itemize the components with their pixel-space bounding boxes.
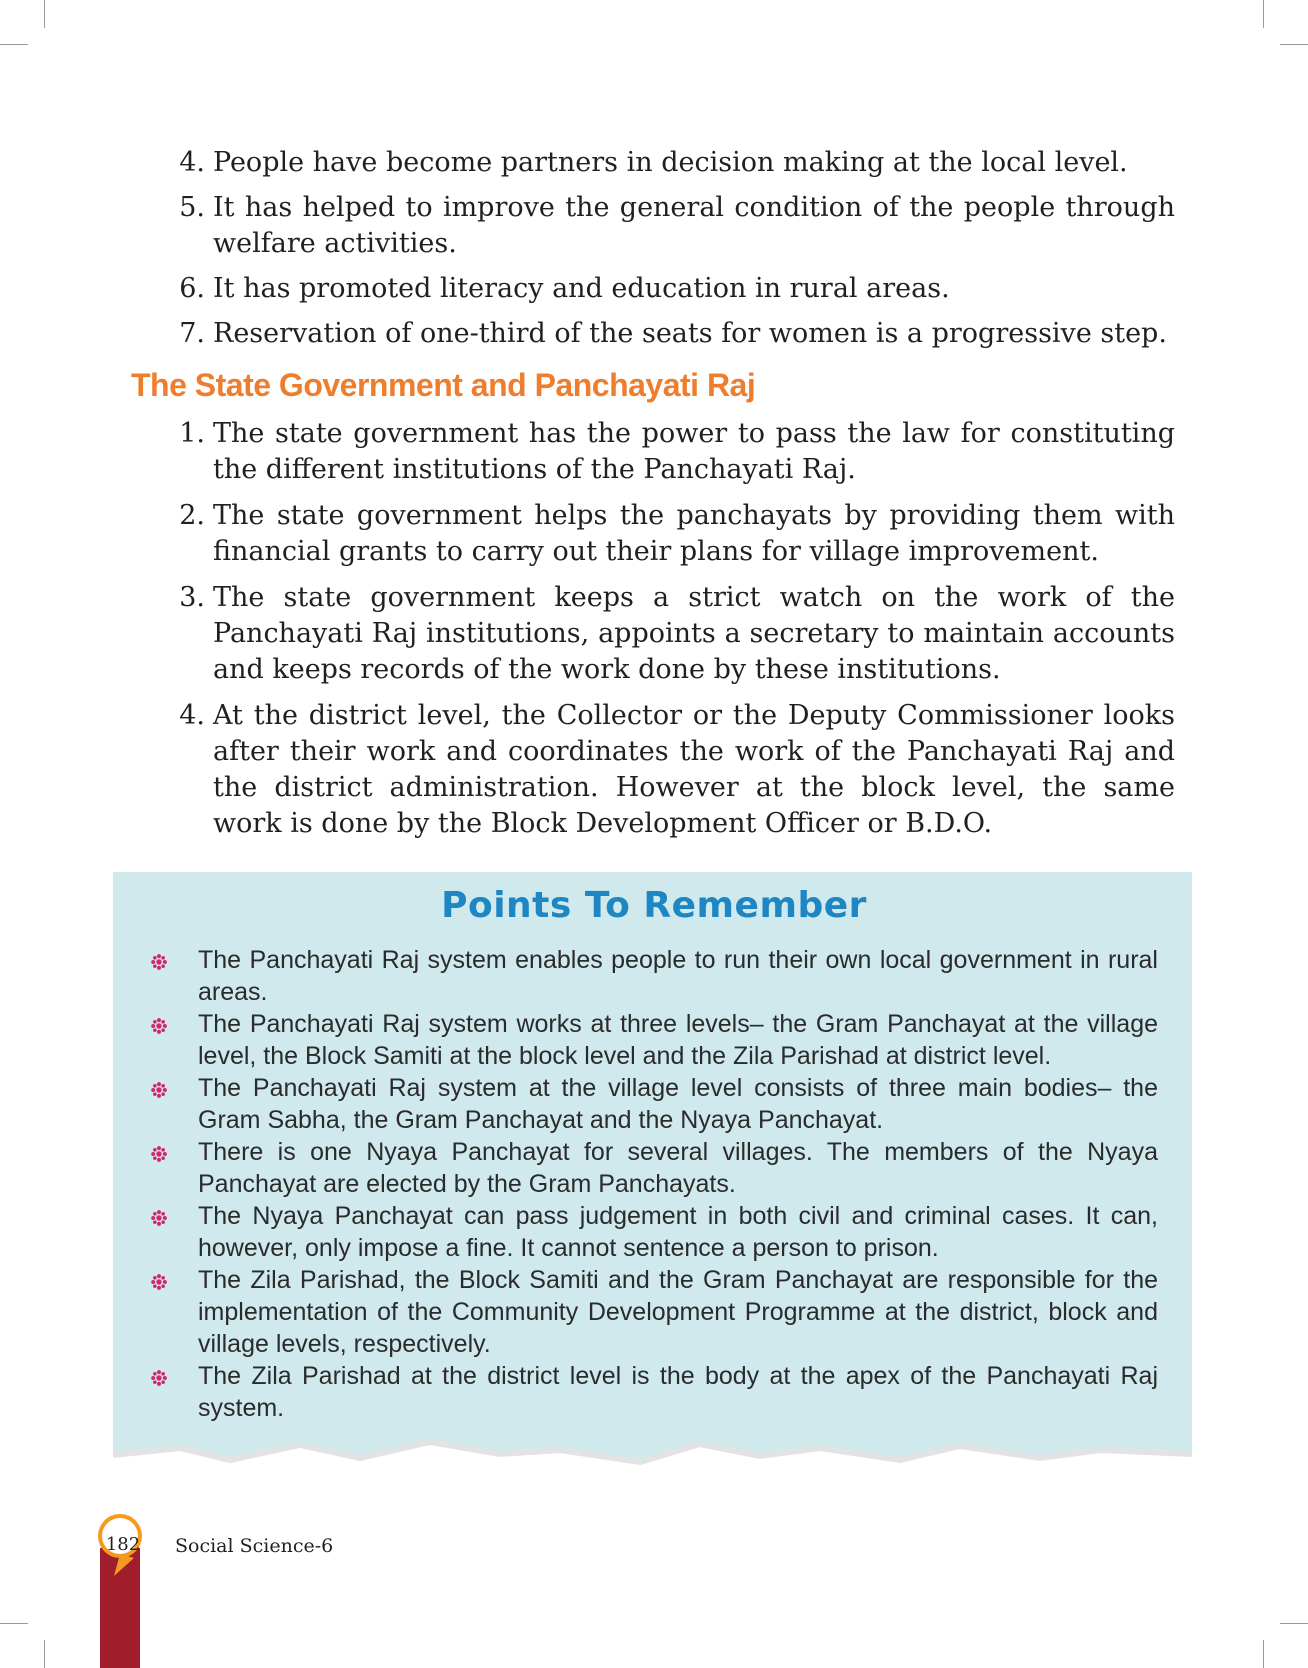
crop-mark — [0, 44, 28, 45]
flower-bullet-icon — [150, 953, 168, 971]
list-item — [165, 698, 1175, 842]
list-item — [165, 145, 1175, 181]
list-text: It has helped to improve the general condition of the people through welfare activities. — [213, 192, 1175, 259]
flower-bullet-icon — [150, 1017, 168, 1035]
list-item — [165, 271, 1175, 307]
list-number: 4. — [179, 147, 205, 178]
list-number: 4. — [179, 700, 205, 731]
list-item — [150, 1072, 1158, 1136]
list-item — [165, 498, 1175, 570]
point-text: The Panchayati Raj system at the village level consists of three main bodies– the Gram Sabha, the Gram Panchayat and the Nyaya Panchayat. — [198, 1074, 1158, 1134]
crop-mark — [44, 1640, 45, 1668]
crop-mark — [0, 1623, 28, 1624]
remember-list — [150, 944, 1158, 1424]
flower-bullet-icon — [150, 1145, 168, 1163]
list-item — [165, 190, 1175, 262]
list-text: The state government helps the panchayats by providing them with financial grants to carry out their plans for village improvement. — [213, 500, 1175, 567]
list-item — [150, 1200, 1158, 1264]
box-title: Points To Remember — [441, 885, 867, 926]
torn-paper-edge — [0, 1430, 1308, 1540]
list-text: At the district level, the Collector or the Deputy Commissioner looks after their work and coordinates the work of the Panchayati Raj and the district administration. However at the block level, the same work is done by the Block Development Officer or B.D.O. — [213, 700, 1175, 839]
list-item — [165, 580, 1175, 688]
intro-list — [165, 145, 1175, 352]
crop-mark — [1263, 1640, 1264, 1668]
point-text: The Zila Parishad at the district level is the body at the apex of the Panchayati Raj system. — [198, 1362, 1158, 1422]
point-text: The Panchayati Raj system works at three levels– the Gram Panchayat at the village level, the Block Samiti at the block level and the Zila Parishad at district level. — [198, 1010, 1158, 1070]
list-text: The state government keeps a strict watch on the work of the Panchayati Raj institutions, appoints a secretary to maintain accounts and keeps records of the work done by these institutions. — [213, 582, 1175, 685]
list-text: The state government has the power to pass the law for constituting the different institutions of the Panchayati Raj. — [213, 418, 1175, 485]
list-text: People have become partners in decision making at the local level. — [213, 147, 1128, 178]
page-number: 182 — [105, 1534, 141, 1555]
flower-bullet-icon — [150, 1369, 168, 1387]
flower-bullet-icon — [150, 1209, 168, 1227]
list-number: 6. — [179, 273, 205, 304]
list-number: 7. — [179, 318, 205, 349]
section-heading: The State Government and Panchayati Raj — [131, 367, 756, 403]
crop-mark — [1280, 1623, 1308, 1624]
point-text: The Zila Parishad, the Block Samiti and the Gram Panchayat are responsible for the implementation of the Community Development Programme at the district, block and village levels, respectively. — [198, 1266, 1158, 1358]
list-item — [150, 1264, 1158, 1360]
list-item — [150, 1008, 1158, 1072]
point-text: There is one Nyaya Panchayat for several villages. The members of the Nyaya Panchayat are elected by the Gram Panchayats. — [198, 1138, 1158, 1198]
list-text: Reservation of one-third of the seats for women is a progressive step. — [213, 318, 1167, 349]
list-number: 3. — [179, 582, 205, 613]
list-number: 5. — [179, 192, 205, 223]
crop-mark — [1263, 0, 1264, 28]
book-title: Social Science-6 — [175, 1535, 334, 1557]
point-text: The Nyaya Panchayat can pass judgement in both civil and criminal cases. It can, however, only impose a fine. It cannot sentence a person to prison. — [198, 1202, 1158, 1262]
crop-mark — [44, 0, 45, 28]
section-list — [165, 416, 1175, 842]
list-number: 1. — [179, 418, 205, 449]
page-tab — [96, 1508, 156, 1668]
point-text: The Panchayati Raj system enables people to run their own local government in rural areas. — [198, 946, 1158, 1006]
list-item — [150, 944, 1158, 1008]
list-item — [150, 1136, 1158, 1200]
crop-mark — [1280, 44, 1308, 45]
list-text: It has promoted literacy and education in rural areas. — [213, 273, 950, 304]
list-item — [150, 1360, 1158, 1424]
list-number: 2. — [179, 500, 205, 531]
flower-bullet-icon — [150, 1273, 168, 1291]
list-item — [165, 316, 1175, 352]
list-item — [165, 416, 1175, 488]
flower-bullet-icon — [150, 1081, 168, 1099]
